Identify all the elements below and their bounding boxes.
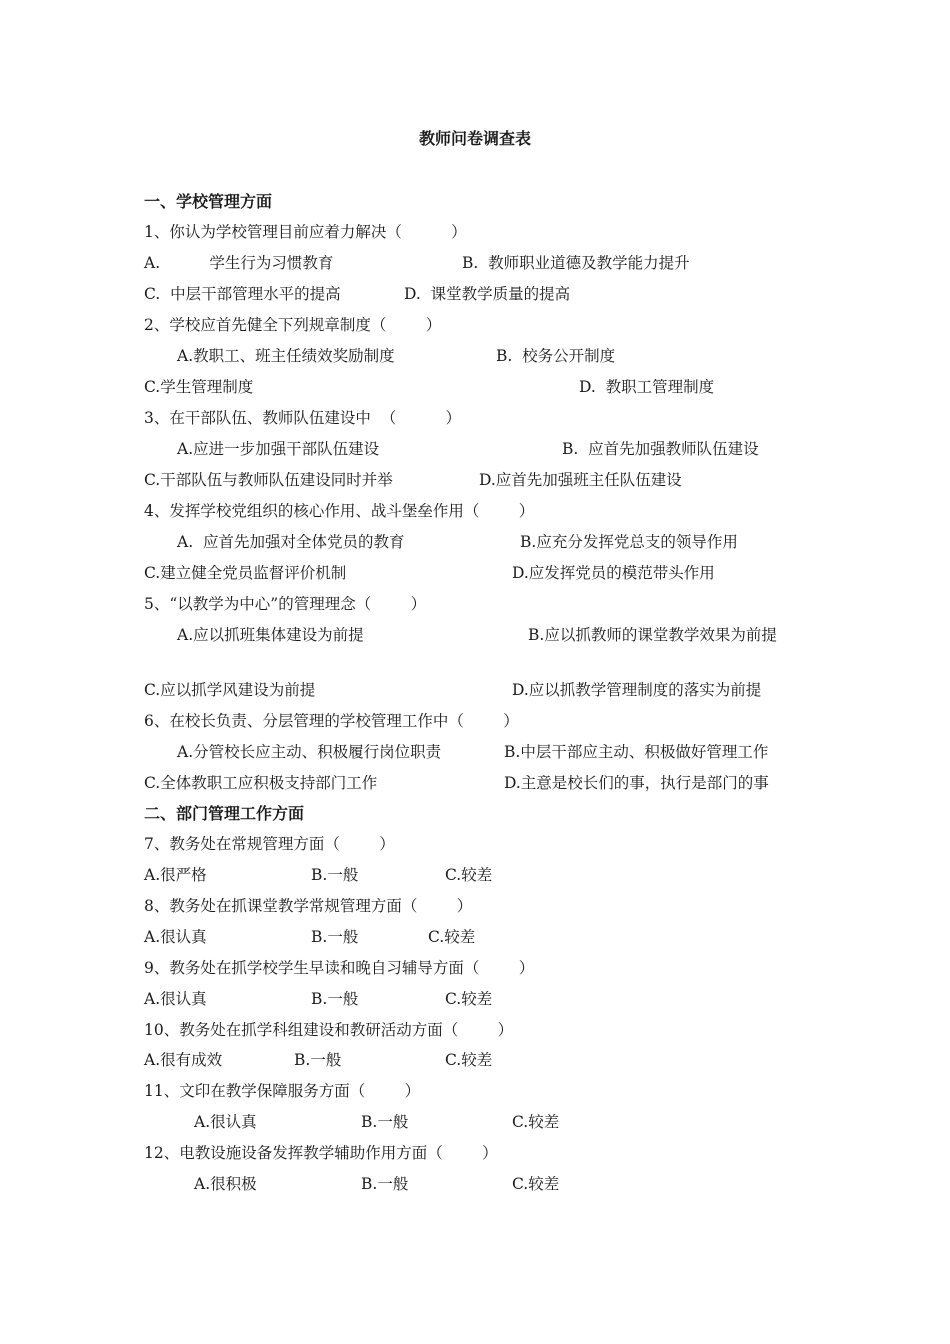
option-6a: A.分管校长应主动、积极履行岗位职责 [177, 743, 442, 761]
option-3d: D.应首先加强班主任队伍建设 [479, 471, 682, 489]
question-9: 9、教务处在抓学校学生早读和晚自习辅导方面（ ） [144, 959, 535, 977]
option-12b: B.一般 [361, 1175, 409, 1193]
question-4: 4、发挥学校党组织的核心作用、战斗堡垒作用（ ） [144, 502, 535, 520]
option-10c: C.较差 [445, 1051, 493, 1069]
option-3b: B. 应首先加强教师队伍建设 [562, 440, 759, 458]
option-4b: B.应充分发挥党总支的领导作用 [520, 533, 738, 551]
option-9b: B.一般 [311, 990, 359, 1008]
option-1a: A. 学生行为习惯教育 [144, 254, 334, 272]
option-11a: A.很认真 [194, 1113, 257, 1131]
option-6c: C.全体教职工应积极支持部门工作 [144, 774, 378, 792]
option-4d: D.应发挥党员的模范带头作用 [512, 564, 715, 582]
question-3: 3、在干部队伍、教师队伍建设中 （ ） [144, 409, 461, 427]
option-3a: A.应进一步加强干部队伍建设 [177, 440, 380, 458]
option-4a: A. 应首先加强对全体党员的教育 [177, 533, 405, 551]
question-11: 11、文印在教学保障服务方面（ ） [144, 1082, 421, 1100]
question-8: 8、教务处在抓课堂教学常规管理方面（ ） [144, 897, 473, 915]
option-6b: B.中层干部应主动、积极做好管理工作 [504, 743, 769, 761]
option-8b: B.一般 [311, 928, 359, 946]
question-5: 5、“以教学为中心”的管理理念（ ） [144, 595, 427, 613]
option-8a: A.很认真 [144, 928, 207, 946]
option-7a: A.很严格 [144, 866, 207, 884]
option-12a: A.很积极 [194, 1175, 257, 1193]
question-7: 7、教务处在常规管理方面（ ） [144, 835, 395, 853]
option-7c: C.较差 [445, 866, 493, 884]
question-10: 10、教务处在抓学科组建设和教研活动方面（ ） [144, 1021, 514, 1039]
option-11c: C.较差 [512, 1113, 560, 1131]
question-1: 1、你认为学校管理目前应着力解决（ ） [144, 223, 467, 241]
option-2b: B. 校务公开制度 [496, 347, 616, 365]
section-heading-school-management: 一、学校管理方面 [144, 192, 273, 211]
question-2: 2、学校应首先健全下列规章制度（ ） [144, 316, 442, 334]
option-9c: C.较差 [445, 990, 493, 1008]
option-2d: D. 教职工管理制度 [579, 378, 715, 396]
option-11b: B.一般 [361, 1113, 409, 1131]
question-12: 12、电教设施设备发挥教学辅助作用方面（ ） [144, 1144, 498, 1162]
option-1d: D. 课堂教学质量的提高 [404, 285, 571, 303]
option-1c: C. 中层干部管理水平的提高 [144, 285, 341, 303]
option-5d: D.应以抓教学管理制度的落实为前提 [512, 681, 762, 699]
option-12c: C.较差 [512, 1175, 560, 1193]
option-10a: A.很有成效 [144, 1051, 223, 1069]
option-9a: A.很认真 [144, 990, 207, 1008]
section-heading-department-management: 二、部门管理工作方面 [144, 804, 305, 823]
option-1b: B. 教师职业道德及教学能力提升 [462, 254, 690, 272]
option-5b: B.应以抓教师的课堂教学效果为前提 [528, 626, 777, 644]
option-10b: B.一般 [294, 1051, 342, 1069]
option-7b: B.一般 [311, 866, 359, 884]
option-8c: C.较差 [428, 928, 476, 946]
option-4c: C.建立健全党员监督评价机制 [144, 564, 347, 582]
option-6d: D.主意是校长们的事，执行是部门的事 [504, 774, 769, 792]
question-6: 6、在校长负责、分层管理的学校管理工作中（ ） [144, 712, 519, 730]
page-title: 教师问卷调查表 [418, 129, 531, 148]
option-2a: A.教职工、班主任绩效奖励制度 [177, 347, 395, 365]
option-3c: C.干部队伍与教师队伍建设同时并举 [144, 471, 393, 489]
option-5a: A.应以抓班集体建设为前提 [177, 626, 364, 644]
option-2c: C.学生管理制度 [144, 378, 254, 396]
option-5c: C.应以抓学风建设为前提 [144, 681, 316, 699]
